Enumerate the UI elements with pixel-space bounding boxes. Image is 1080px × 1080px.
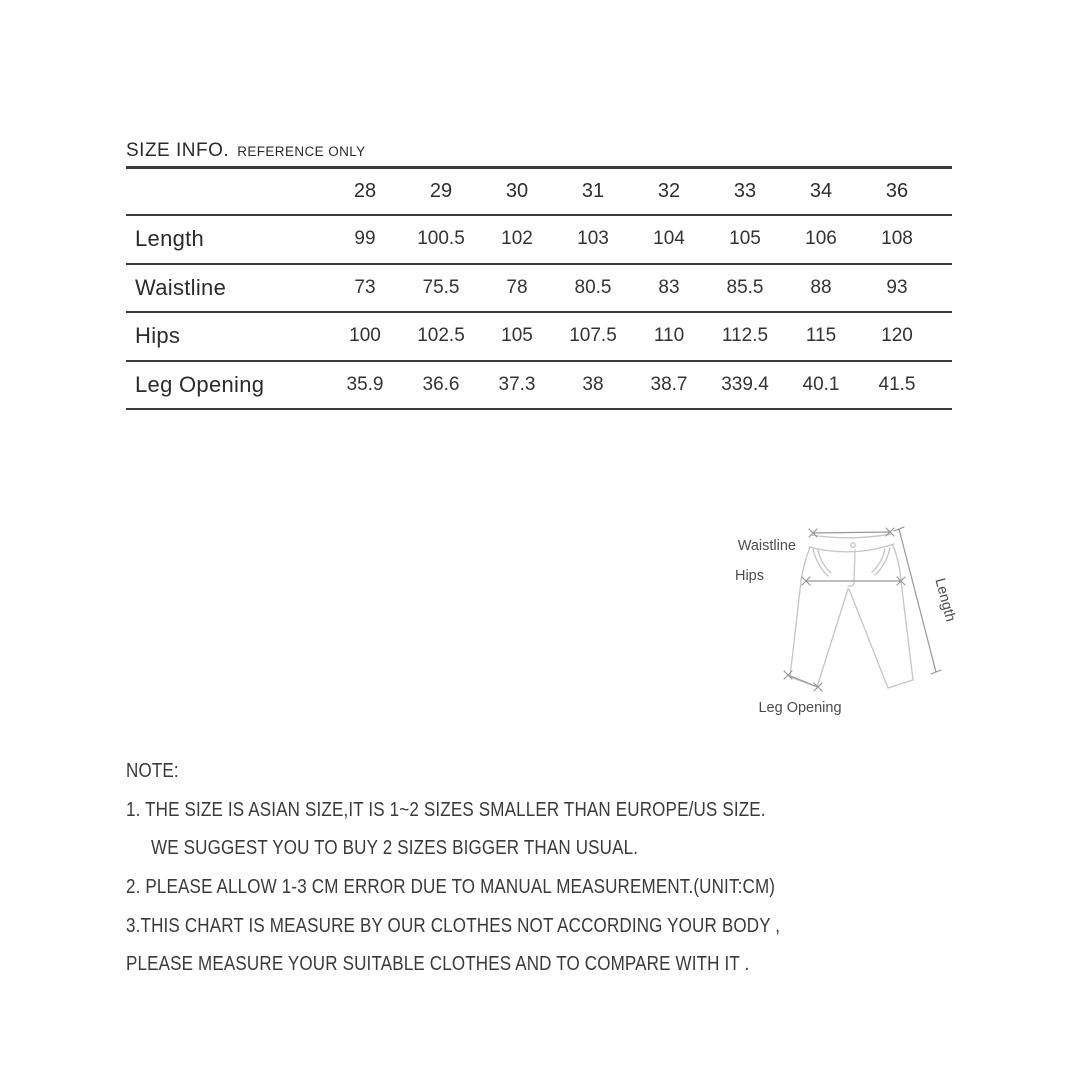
cell-value: 78 [506, 276, 528, 298]
cell-value: 105 [501, 325, 533, 347]
note-line: 2. PLEASE ALLOW 1-3 CM ERROR DUE TO MANUAL MEASUREMENT.(UNIT:CM) [126, 876, 776, 899]
cell-value: 112.5 [721, 325, 769, 347]
cell-value: 104 [653, 228, 685, 250]
cell-value: 36.6 [422, 373, 460, 395]
cell-value: 120 [881, 325, 913, 347]
cell-value: 32 [657, 180, 681, 202]
cell-value: 33 [733, 180, 757, 202]
cell-value: 115 [805, 325, 837, 347]
cell-value: 28 [353, 180, 377, 202]
cell-value: 106 [805, 228, 837, 250]
table-row [126, 265, 952, 314]
hips-label: Hips [734, 568, 764, 584]
table-header-row [126, 169, 952, 216]
cell-value: 41.5 [878, 373, 916, 395]
cell-value: 36 [885, 180, 909, 202]
cell-value: 30 [505, 180, 529, 202]
page-subtitle: REFERENCE ONLY [237, 144, 366, 159]
note-section [126, 752, 1026, 984]
size-table [126, 169, 952, 410]
cell-value: 102.5 [417, 325, 465, 347]
pants-outline [790, 534, 913, 688]
cell-value: 108 [881, 228, 913, 250]
cell-value: 100 [349, 325, 381, 347]
length-label: Length [931, 576, 959, 624]
table-row [126, 216, 952, 265]
cell-value: 73 [354, 276, 376, 298]
pants-icon [690, 500, 980, 730]
cell-value: 85.5 [726, 276, 764, 298]
section-title [126, 140, 952, 169]
cell-value: 100.5 [417, 228, 465, 250]
cell-value: 75.5 [422, 276, 460, 298]
cell-value: 34 [809, 180, 833, 202]
row-label: Waistline [135, 274, 227, 300]
row-label: Hips [135, 323, 181, 349]
row-label: Leg Opening [135, 371, 265, 397]
note-line: PLEASE MEASURE YOUR SUITABLE CLOTHES AND TO COMPARE WITH IT . [126, 953, 750, 976]
note-line: 1. THE SIZE IS ASIAN SIZE,IT IS 1~2 SIZES SMALLER THAN EUROPE/US SIZE. [126, 798, 766, 821]
waistline-label: Waistline [737, 538, 796, 554]
note-line: 3.THIS CHART IS MEASURE BY OUR CLOTHES NOT ACCORDING YOUR BODY , [126, 914, 781, 937]
note-lines [126, 791, 1026, 984]
cell-value: 103 [577, 228, 609, 250]
cell-value: 37.3 [498, 373, 536, 395]
cell-value: 80.5 [574, 276, 612, 298]
cell-value: 38.7 [650, 373, 688, 395]
leg-opening-label: Leg Opening [758, 700, 842, 716]
cell-value: 93 [886, 276, 908, 298]
note-heading: NOTE: [126, 760, 179, 782]
table-row [126, 362, 952, 411]
table-row [126, 313, 952, 362]
page-title: SIZE INFO. [126, 140, 230, 161]
cell-value: 31 [581, 180, 605, 202]
cell-value: 88 [810, 276, 832, 298]
row-label: Length [135, 226, 205, 252]
cell-value: 38 [582, 373, 604, 395]
note-line: WE SUGGEST YOU TO BUY 2 SIZES BIGGER THAN USUAL. [151, 837, 639, 860]
cell-value: 105 [729, 228, 761, 250]
cell-value: 102 [501, 228, 533, 250]
cell-value: 83 [658, 276, 680, 298]
cell-value: 29 [429, 180, 453, 202]
cell-value: 99 [354, 228, 376, 250]
cell-value: 339.4 [721, 373, 769, 395]
size-info-section [126, 140, 952, 410]
pants-measurement-diagram [690, 500, 980, 730]
cell-value: 40.1 [802, 373, 840, 395]
cell-value: 110 [653, 325, 685, 347]
cell-value: 35.9 [346, 373, 384, 395]
cell-value: 107.5 [569, 325, 617, 347]
